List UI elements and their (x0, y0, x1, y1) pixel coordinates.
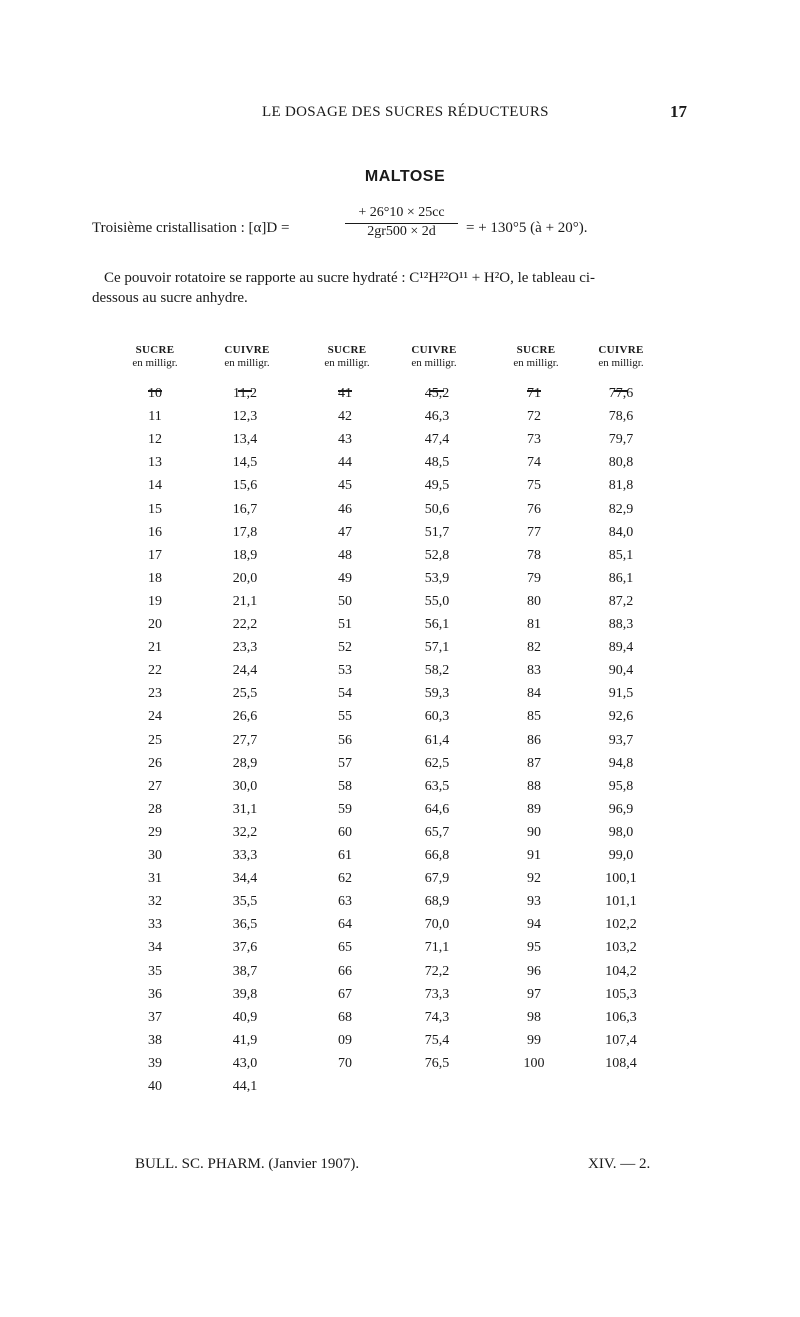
table-row (0, 709, 800, 732)
cuivre-cell: 48,5 (424, 455, 450, 471)
maltose-table (0, 344, 800, 1104)
cuivre-cell: 13,4 (232, 432, 258, 448)
cuivre-cell: 102,2 (605, 917, 637, 933)
sucre-cell: 89 (527, 801, 541, 817)
header-sucre-3-unit: en milligr. (513, 357, 559, 369)
table-row (0, 525, 800, 548)
table-row (0, 987, 800, 1010)
sucre-cell: 44 (338, 455, 352, 471)
header-cuivre-3 (571, 344, 671, 370)
cuivre-cell: 46,3 (424, 409, 450, 425)
cuivre-cell: 78,6 (608, 409, 634, 425)
cuivre-cell: 94,8 (608, 755, 634, 771)
cuivre-cell: 91,5 (608, 686, 634, 702)
sucre-cell: 67 (338, 986, 352, 1002)
sucre-cell: 26 (148, 755, 162, 771)
cuivre-cell: 99,0 (608, 848, 634, 863)
sucre-cell: 36 (148, 986, 162, 1002)
cuivre-cell: 37,6 (232, 940, 258, 956)
cuivre-cell: 77,6 (608, 386, 634, 401)
cuivre-cell: 51,7 (424, 524, 450, 540)
sucre-cell: 91 (527, 848, 541, 863)
sucre-cell: 12 (148, 432, 162, 448)
cuivre-cell: 61,4 (424, 732, 450, 748)
sucre-cell: 95 (527, 940, 541, 956)
sucre-cell: 14 (148, 478, 162, 494)
sucre-cell: 94 (527, 917, 541, 933)
sucre-cell: 64 (338, 917, 352, 933)
sucre-cell: 71 (527, 386, 541, 401)
cuivre-cell: 44,1 (232, 1079, 258, 1094)
table-row (0, 386, 800, 409)
paragraph-line-2: dessous au sucre anhydre. (92, 290, 248, 306)
cuivre-cell: 88,3 (608, 617, 634, 632)
sucre-cell: 66 (338, 963, 352, 979)
cuivre-cell: 100,1 (605, 871, 637, 887)
paragraph-line-1: Ce pouvoir rotatoire se rapporte au sucre hydraté : C¹²H²²O¹¹ + H²O, le tableau ci- (104, 270, 596, 286)
body-paragraph (92, 268, 702, 308)
sucre-cell: 49 (338, 570, 352, 586)
table-row (0, 571, 800, 594)
sucre-cell: 46 (338, 501, 352, 517)
cuivre-cell: 74,3 (424, 1009, 450, 1025)
sucre-cell: 74 (527, 455, 541, 471)
cuivre-cell: 64,6 (424, 801, 450, 817)
sucre-cell: 77 (527, 524, 541, 540)
formula-result: = + 130°5 (à + 20°). (466, 220, 588, 236)
sucre-cell: 19 (148, 593, 162, 609)
sucre-cell: 55 (338, 709, 352, 725)
table-row (0, 964, 800, 987)
table-row (0, 478, 800, 501)
cuivre-cell: 47,4 (424, 432, 450, 448)
cuivre-cell: 20,0 (232, 570, 258, 586)
sucre-cell: 85 (527, 709, 541, 725)
header-cuivre-2 (384, 344, 484, 370)
sucre-cell: 96 (527, 963, 541, 979)
cuivre-cell: 75,4 (424, 1032, 450, 1048)
sucre-cell: 51 (338, 617, 352, 632)
sucre-cell: 27 (148, 778, 162, 794)
cuivre-cell: 55,0 (424, 593, 450, 609)
sucre-cell: 17 (148, 547, 162, 563)
sucre-cell: 16 (148, 524, 162, 540)
sucre-cell: 54 (338, 686, 352, 702)
cuivre-cell: 26,6 (232, 709, 258, 725)
table-row (0, 940, 800, 963)
sucre-cell: 78 (527, 547, 541, 563)
cuivre-cell: 32,2 (232, 824, 258, 840)
table-row (0, 1079, 800, 1102)
table-row (0, 894, 800, 917)
cuivre-cell: 104,2 (605, 963, 637, 979)
table-row (0, 409, 800, 432)
sucre-cell: 97 (527, 986, 541, 1002)
cuivre-cell: 31,1 (232, 801, 258, 817)
sucre-cell: 13 (148, 455, 162, 471)
sucre-cell: 60 (338, 824, 352, 840)
sucre-cell: 23 (148, 686, 162, 702)
cuivre-cell: 101,1 (605, 894, 637, 910)
sucre-cell: 25 (148, 732, 162, 748)
cuivre-cell: 30,0 (232, 778, 258, 794)
cuivre-cell: 76,5 (424, 1055, 450, 1071)
cuivre-cell: 65,7 (424, 824, 450, 840)
sucre-cell: 50 (338, 593, 352, 609)
sucre-cell: 61 (338, 848, 352, 863)
formula-numerator: + 26°10 × 25cc (345, 205, 458, 224)
cuivre-cell: 16,7 (232, 501, 258, 517)
sucre-cell: 28 (148, 801, 162, 817)
sucre-cell: 47 (338, 524, 352, 540)
header-sucre-1-label: SUCRE (135, 344, 175, 356)
sucre-cell: 82 (527, 640, 541, 656)
cuivre-cell: 34,4 (232, 871, 258, 887)
sucre-cell: 73 (527, 432, 541, 448)
cuivre-cell: 81,8 (608, 478, 634, 494)
table-row (0, 756, 800, 779)
cuivre-cell: 50,6 (424, 501, 450, 517)
cuivre-cell: 89,4 (608, 640, 634, 656)
table-row (0, 779, 800, 802)
cuivre-cell: 62,5 (424, 755, 450, 771)
sucre-cell: 39 (148, 1055, 162, 1071)
cuivre-cell: 22,2 (232, 617, 258, 632)
sucre-cell: 83 (527, 663, 541, 679)
sucre-cell: 38 (148, 1032, 162, 1048)
table-row (0, 1056, 800, 1079)
cuivre-cell: 41,9 (232, 1032, 258, 1048)
table-row (0, 617, 800, 640)
cuivre-cell: 98,0 (608, 824, 634, 840)
cuivre-cell: 95,8 (608, 778, 634, 794)
cuivre-cell: 70,0 (424, 917, 450, 933)
sucre-cell: 70 (338, 1055, 352, 1071)
sucre-cell: 99 (527, 1032, 541, 1048)
cuivre-cell: 15,6 (232, 478, 258, 494)
cuivre-cell: 86,1 (608, 570, 634, 586)
cuivre-cell: 11,2 (233, 386, 257, 401)
sucre-cell: 75 (527, 478, 541, 494)
cuivre-cell: 17,8 (232, 524, 258, 540)
cuivre-cell: 96,9 (608, 801, 634, 817)
formula-label: Troisième cristallisation : [α]D = (92, 220, 290, 236)
table-row (0, 1033, 800, 1056)
sucre-cell: 53 (338, 663, 352, 679)
cuivre-cell: 93,7 (608, 732, 634, 748)
cuivre-cell: 49,5 (424, 478, 450, 494)
table-row (0, 848, 800, 871)
cuivre-cell: 23,3 (232, 640, 258, 656)
cuivre-cell: 59,3 (424, 686, 450, 702)
sucre-cell: 63 (338, 894, 352, 910)
sucre-cell: 79 (527, 570, 541, 586)
cuivre-cell: 68,9 (424, 894, 450, 910)
sucre-cell: 43 (338, 432, 352, 448)
sucre-cell: 20 (148, 617, 162, 632)
cuivre-cell: 38,7 (232, 963, 258, 979)
sucre-cell: 35 (148, 963, 162, 979)
header-cuivre-1 (197, 344, 297, 370)
sucre-cell: 32 (148, 894, 162, 910)
running-title: LE DOSAGE DES SUCRES RÉDUCTEURS (262, 104, 549, 120)
sucre-cell: 76 (527, 501, 541, 517)
sucre-cell: 93 (527, 894, 541, 910)
table-row (0, 548, 800, 571)
sucre-cell: 30 (148, 848, 162, 863)
cuivre-cell: 92,6 (608, 709, 634, 725)
cuivre-cell: 14,5 (232, 455, 258, 471)
sucre-cell: 18 (148, 570, 162, 586)
header-cuivre-3-unit: en milligr. (598, 357, 644, 369)
cuivre-cell: 73,3 (424, 986, 450, 1002)
sucre-cell: 56 (338, 732, 352, 748)
page-header (0, 104, 800, 128)
table-row (0, 917, 800, 940)
cuivre-cell: 33,3 (232, 848, 258, 863)
cuivre-cell: 63,5 (424, 778, 450, 794)
footer-citation: BULL. SC. PHARM. (Janvier 1907). (135, 1156, 360, 1172)
table-row (0, 802, 800, 825)
cuivre-cell: 45,2 (424, 386, 450, 401)
cuivre-cell: 52,8 (424, 547, 450, 563)
cuivre-cell: 87,2 (608, 593, 634, 609)
header-sucre-2-unit: en milligr. (324, 357, 370, 369)
sucre-cell: 29 (148, 824, 162, 840)
header-sucre-1 (105, 344, 205, 370)
sucre-cell: 92 (527, 871, 541, 887)
sucre-cell: 62 (338, 871, 352, 887)
cuivre-cell: 12,3 (232, 409, 258, 425)
cuivre-cell: 82,9 (608, 501, 634, 517)
cuivre-cell: 36,5 (232, 917, 258, 933)
table-row (0, 502, 800, 525)
header-sucre-2 (297, 344, 397, 370)
section-title: MALTOSE (364, 168, 446, 185)
sucre-cell: 58 (338, 778, 352, 794)
sucre-cell: 22 (148, 663, 162, 679)
sucre-cell: 41 (338, 386, 352, 401)
header-sucre-1-unit: en milligr. (132, 357, 178, 369)
sucre-cell: 21 (148, 640, 162, 656)
header-sucre-2-label: SUCRE (327, 344, 367, 356)
rotation-formula (92, 205, 732, 245)
cuivre-cell: 35,5 (232, 894, 258, 910)
cuivre-cell: 18,9 (232, 547, 258, 563)
sucre-cell: 59 (338, 801, 352, 817)
sucre-cell: 87 (527, 755, 541, 771)
cuivre-cell: 28,9 (232, 755, 258, 771)
cuivre-cell: 105,3 (605, 986, 637, 1002)
cuivre-cell: 27,7 (232, 732, 258, 748)
sucre-cell: 33 (148, 917, 162, 933)
sucre-cell: 10 (148, 386, 162, 401)
sucre-cell: 09 (338, 1032, 352, 1048)
sucre-cell: 88 (527, 778, 541, 794)
sucre-cell: 11 (148, 409, 162, 425)
cuivre-cell: 80,8 (608, 455, 634, 471)
cuivre-cell: 25,5 (232, 686, 258, 702)
cuivre-cell: 72,2 (424, 963, 450, 979)
header-sucre-3-label: SUCRE (516, 344, 556, 356)
sucre-cell: 86 (527, 732, 541, 748)
header-cuivre-1-unit: en milligr. (224, 357, 270, 369)
cuivre-cell: 71,1 (424, 940, 450, 956)
cuivre-cell: 57,1 (424, 640, 450, 656)
cuivre-cell: 103,2 (605, 940, 637, 956)
cuivre-cell: 85,1 (608, 547, 634, 563)
cuivre-cell: 79,7 (608, 432, 634, 448)
sucre-cell: 72 (527, 409, 541, 425)
sucre-cell: 42 (338, 409, 352, 425)
cuivre-cell: 39,8 (232, 986, 258, 1002)
sucre-cell: 65 (338, 940, 352, 956)
sucre-cell: 68 (338, 1009, 352, 1025)
cuivre-cell: 56,1 (424, 617, 450, 632)
cuivre-cell: 53,9 (424, 570, 450, 586)
sucre-cell: 48 (338, 547, 352, 563)
formula-denominator: 2gr500 × 2d (367, 224, 436, 239)
header-cuivre-1-label: CUIVRE (224, 344, 270, 356)
cuivre-cell: 106,3 (605, 1009, 637, 1025)
cuivre-cell: 43,0 (232, 1055, 258, 1071)
sucre-cell: 84 (527, 686, 541, 702)
table-row (0, 825, 800, 848)
table-row (0, 663, 800, 686)
sucre-cell: 15 (148, 501, 162, 517)
cuivre-cell: 84,0 (608, 524, 634, 540)
table-row (0, 455, 800, 478)
sucre-cell: 37 (148, 1009, 162, 1025)
sucre-cell: 52 (338, 640, 352, 656)
sucre-cell: 57 (338, 755, 352, 771)
sucre-cell: 40 (148, 1079, 162, 1094)
footer-signature: XIV. — 2. (588, 1156, 651, 1172)
sucre-cell: 100 (523, 1055, 545, 1071)
cuivre-cell: 67,9 (424, 871, 450, 887)
cuivre-cell: 90,4 (608, 663, 634, 679)
page-footer (0, 1156, 800, 1180)
table-row (0, 640, 800, 663)
sucre-cell: 81 (527, 617, 541, 632)
header-cuivre-3-label: CUIVRE (598, 344, 644, 356)
formula-fraction (345, 205, 458, 242)
cuivre-cell: 60,3 (424, 709, 450, 725)
page-number: 17 (670, 102, 687, 121)
table-row (0, 1010, 800, 1033)
header-cuivre-2-label: CUIVRE (411, 344, 457, 356)
cuivre-cell: 58,2 (424, 663, 450, 679)
table-row (0, 871, 800, 894)
cuivre-cell: 107,4 (605, 1032, 637, 1048)
table-row (0, 686, 800, 709)
sucre-cell: 98 (527, 1009, 541, 1025)
cuivre-cell: 66,8 (424, 848, 450, 863)
cuivre-cell: 40,9 (232, 1009, 258, 1025)
table-row (0, 733, 800, 756)
sucre-cell: 45 (338, 478, 352, 494)
sucre-cell: 24 (148, 709, 162, 725)
table-row (0, 432, 800, 455)
header-cuivre-2-unit: en milligr. (411, 357, 457, 369)
cuivre-cell: 21,1 (232, 593, 258, 609)
sucre-cell: 80 (527, 593, 541, 609)
sucre-cell: 34 (148, 940, 162, 956)
sucre-cell: 90 (527, 824, 541, 840)
cuivre-cell: 24,4 (232, 663, 258, 679)
sucre-cell: 31 (148, 871, 162, 887)
table-row (0, 594, 800, 617)
cuivre-cell: 108,4 (605, 1055, 637, 1071)
